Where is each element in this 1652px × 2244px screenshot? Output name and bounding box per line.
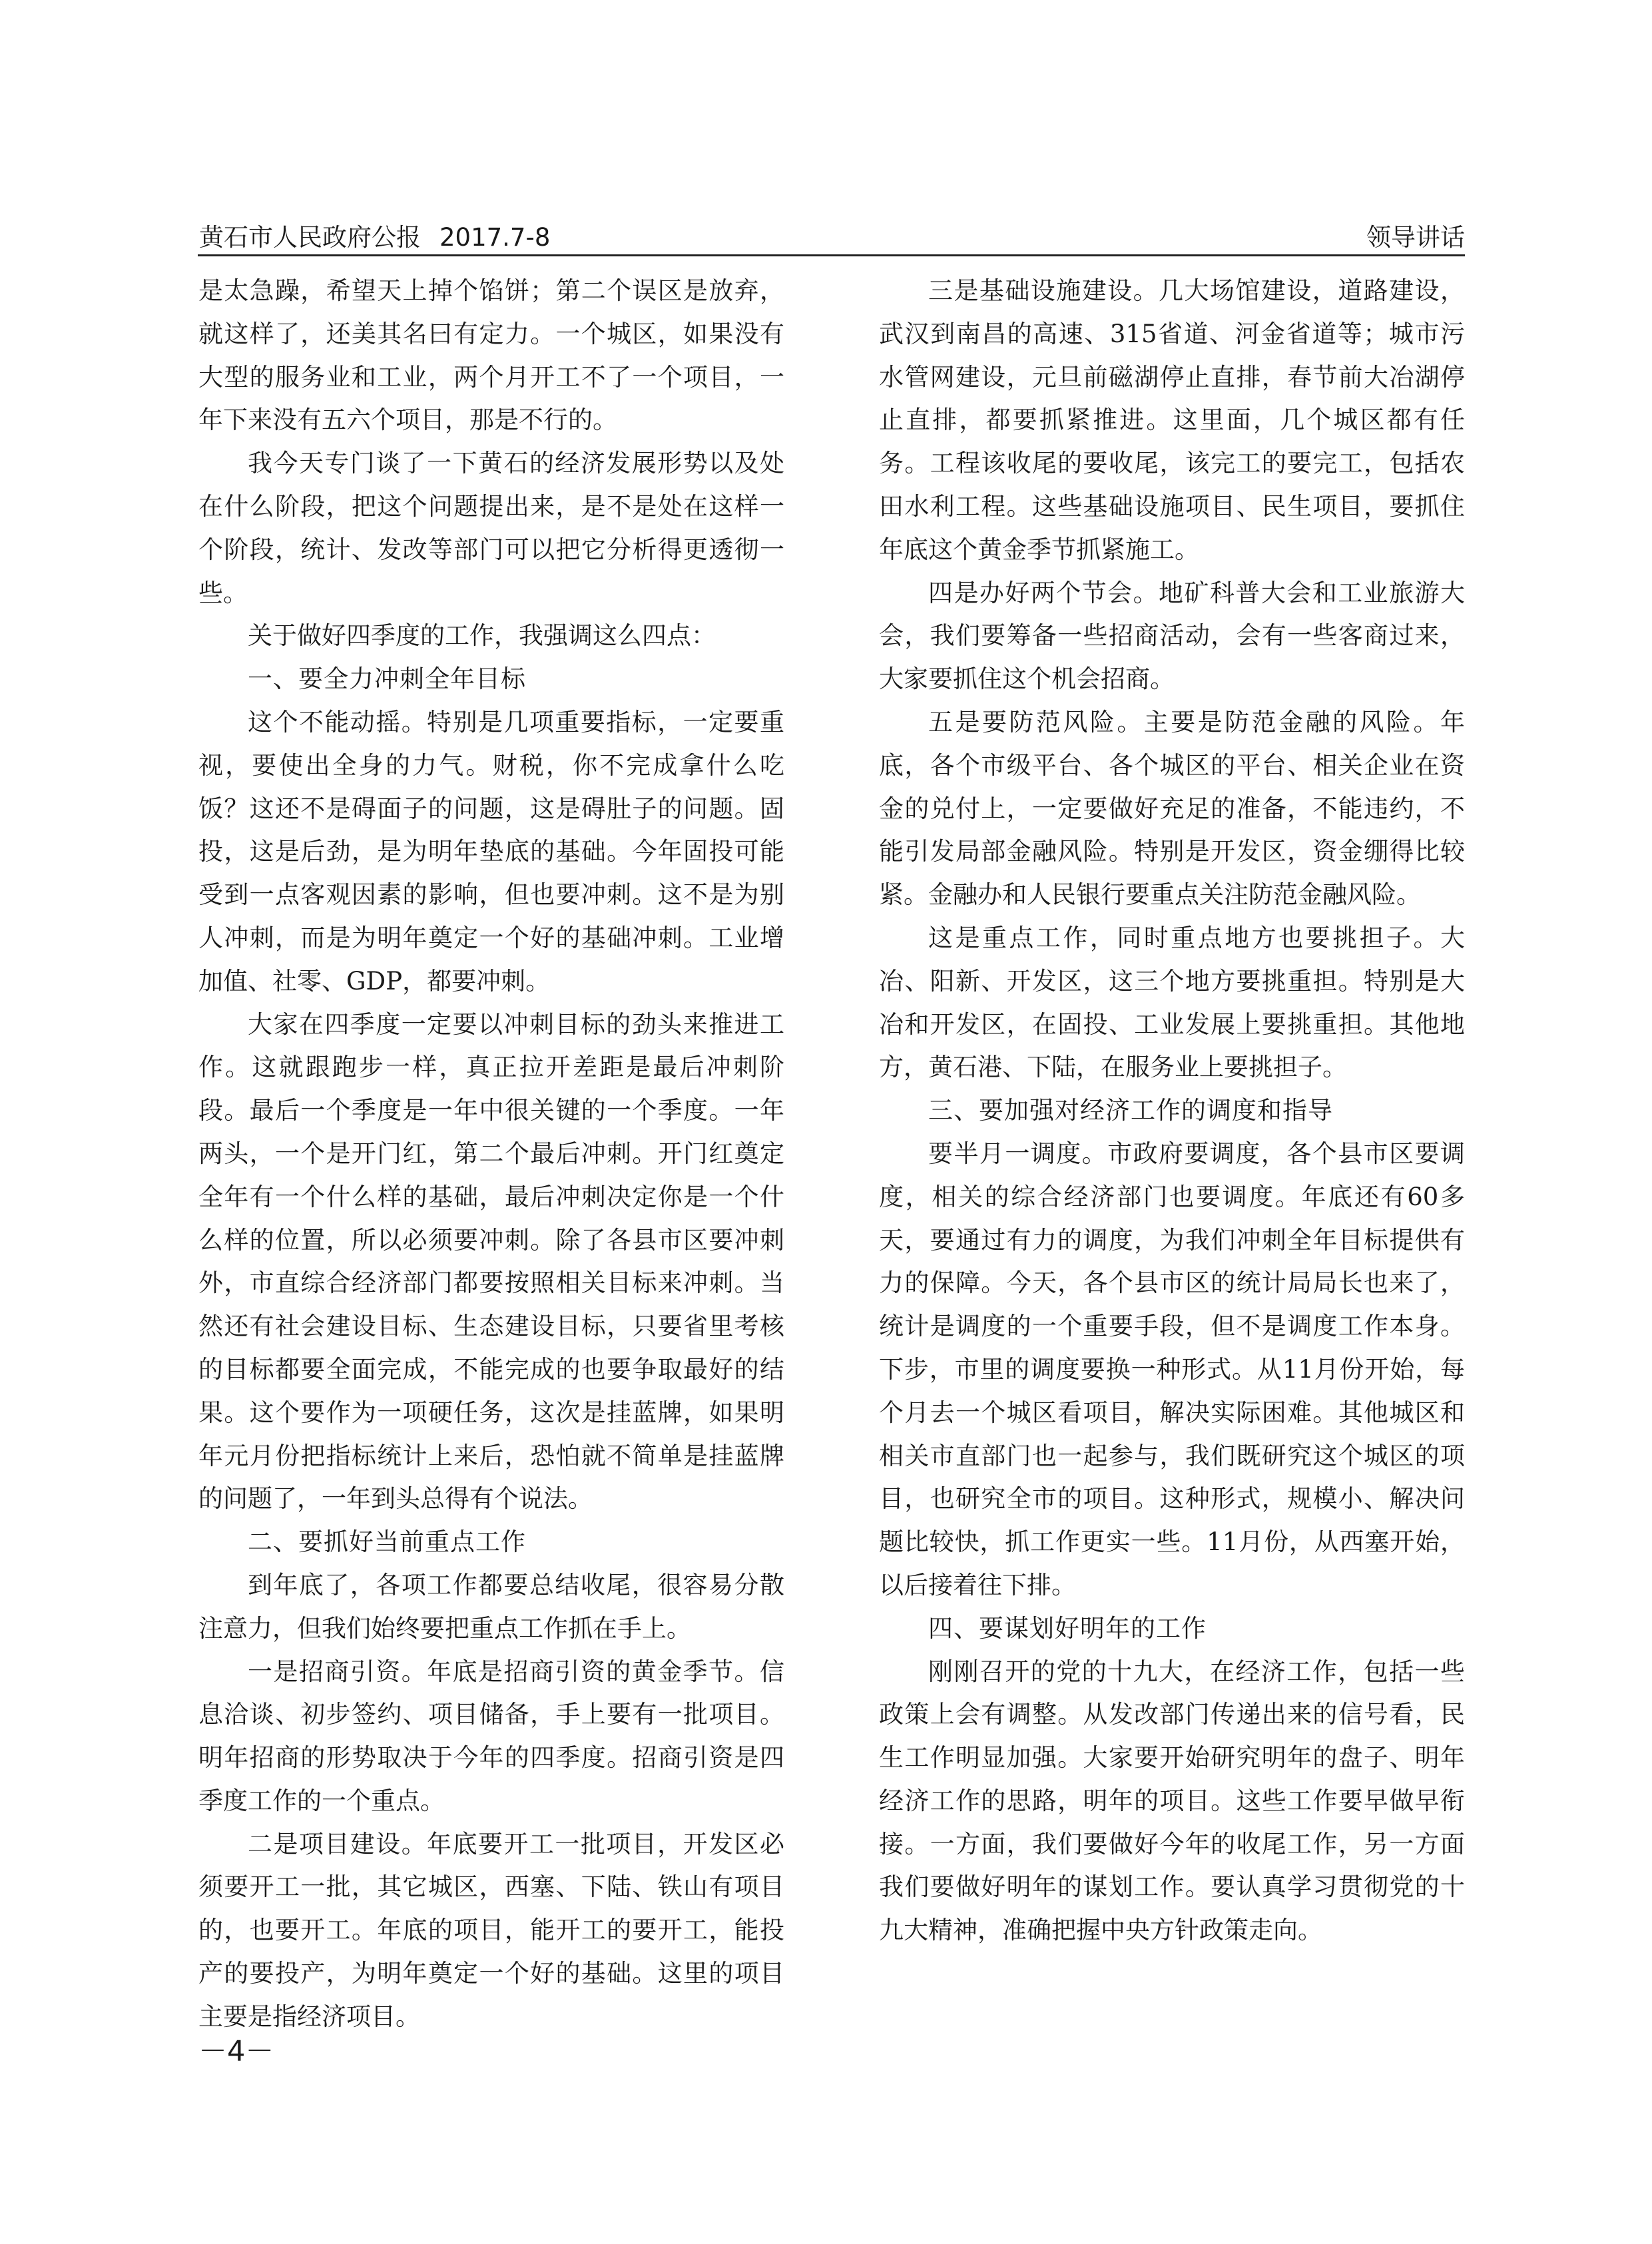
left-column [198, 270, 784, 2039]
paragraph: 二是项目建设。年底要开工一批项目，开发区必须要开工一批，其它城区，西塞、下陆、铁山有项目的，也要开工。年底的项目，能开工的要开工，能投产的要投产，为明年奠定一个好的基础。这里的项目主要是指经济项目。 [198, 1829, 784, 2031]
issue-number: 2017.7-8 [439, 223, 551, 252]
page-header [198, 213, 1465, 256]
paragraph: 要半月一调度。市政府要调度，各个县市区要调度，相关的综合经济部门也要调度。年底还有60多天，要通过有力的调度，为我们冲刺全年目标提供有力的保障。今天，各个县市区的统计局局长也来了，统计是调度的一个重要手段，但不是调度工作本身。下步，市里的调度要换一种形式。从11月份开始，每个月去一个城区看项目，解决实际困难。其他城区和相关市直部门也一起参与，我们既研究这个城区的项目，也研究全市的项目。这种形式，规模小、解决问题比较快，抓工作更实一些。11月份，从西塞开始，以后接着往下排。 [879, 1139, 1465, 1599]
header-left [199, 217, 550, 253]
paragraph: 五是要防范风险。主要是防范金融的风险。年底，各个市级平台、各个城区的平台、相关企业在资金的兑付上，一定要做好充足的准备，不能违约，不能引发局部金融风险。特别是开发区，资金绷得比较紧。金融办和人民银行要重点关注防范金融风险。 [879, 707, 1465, 910]
paragraph: 这是重点工作，同时重点地方也要挑担子。大冶、阳新、开发区，这三个地方要挑重担。特别是大冶和开发区，在固投、工业发展上要挑重担。其他地方，黄石港、下陆，在服务业上要挑担子。 [879, 923, 1465, 1082]
section-heading-3: 三、要加强对经济工作的调度和指导 [928, 1096, 1333, 1125]
page-number: －4－ [198, 2035, 274, 2068]
right-column [879, 270, 1465, 1952]
paragraph: 是太急躁，希望天上掉个馅饼；第二个误区是放弃，就这样了，还美其名曰有定力。一个城区，如果没有大型的服务业和工业，两个月开工不了一个项目，一年下来没有五六个项目，那是不行的。 [198, 276, 784, 435]
paragraph: 一是招商引资。年底是招商引资的黄金季节。信息洽谈、初步签约、项目储备，手上要有一批项目。明年招商的形势取决于今年的四季度。招商引资是四季度工作的一个重点。 [198, 1657, 784, 1815]
section-title: 领导讲话 [1366, 223, 1465, 252]
paragraph: 到年底了，各项工作都要总结收尾，很容易分散注意力，但我们始终要把重点工作抓在手上。 [198, 1570, 784, 1643]
paragraph: 关于做好四季度的工作，我强调这么四点： [248, 621, 716, 651]
paragraph: 大家在四季度一定要以冲刺目标的劲头来推进工作。这就跟跑步一样，真正拉开差距是最后冲刺阶段。最后一个季度是一年中很关键的一个季度。一年两头，一个是开门红，第二个最后冲刺。开门红奠定全年有一个什么样的基础，最后冲刺决定你是一个什么样的位置，所以必须要冲刺。除了各县市区要冲刺外，市直综合经济部门都要按照相关目标来冲刺。当然还有社会建设目标、生态建设目标，只要省里考核的目标都要全面完成，不能完成的也要争取最好的结果。这个要作为一项硬任务，这次是挂蓝牌，如果明年元月份把指标统计上来后，恐怕就不简单是挂蓝牌的问题了，一年到头总得有个说法。 [198, 1009, 784, 1514]
section-heading-4: 四、要谋划好明年的工作 [928, 1613, 1207, 1643]
paragraph: 刚刚召开的党的十九大，在经济工作，包括一些政策上会有调整。从发改部门传递出来的信号看，民生工作明显加强。大家要开始研究明年的盘子、明年经济工作的思路，明年的项目。这些工作要早做早衔接。一方面，我们要做好今年的收尾工作，另一方面我们要做好明年的谋划工作。要认真学习贯彻党的十九大精神，准确把握中央方针政策走向。 [879, 1657, 1465, 1945]
paragraph: 我今天专门谈了一下黄石的经济发展形势以及处在什么阶段，把这个问题提出来，是不是处在这样一个阶段，统计、发改等部门可以把它分析得更透彻一些。 [198, 449, 784, 607]
paragraph: 四是办好两个节会。地矿科普大会和工业旅游大会，我们要筹备一些招商活动，会有一些客商过来，大家要抓住这个机会招商。 [879, 578, 1465, 694]
section-heading-1: 一、要全力冲刺全年目标 [248, 665, 526, 694]
publication-title: 黄石市人民政府公报 [199, 223, 421, 252]
section-heading-2: 二、要抓好当前重点工作 [248, 1528, 526, 1557]
paragraph: 这个不能动摇。特别是几项重要指标，一定要重视，要使出全身的力气。财税，你不完成拿什么吃饭？这还不是碍面子的问题，这是碍肚子的问题。固投，这是后劲，是为明年垫底的基础。今年固投可能受到一点客观因素的影响，但也要冲刺。这不是为别人冲刺，而是为明年奠定一个好的基础冲刺。工业增加值、社零、GDP，都要冲刺。 [198, 707, 784, 995]
paragraph: 三是基础设施建设。几大场馆建设，道路建设，武汉到南昌的高速、315省道、河金省道等；城市污水管网建设，元旦前磁湖停止直排，春节前大冶湖停止直排，都要抓紧推进。这里面，几个城区都有任务。工程该收尾的要收尾，该完工的要完工，包括农田水利工程。这些基础设施项目、民生项目，要抓住年底这个黄金季节抓紧施工。 [879, 276, 1465, 564]
